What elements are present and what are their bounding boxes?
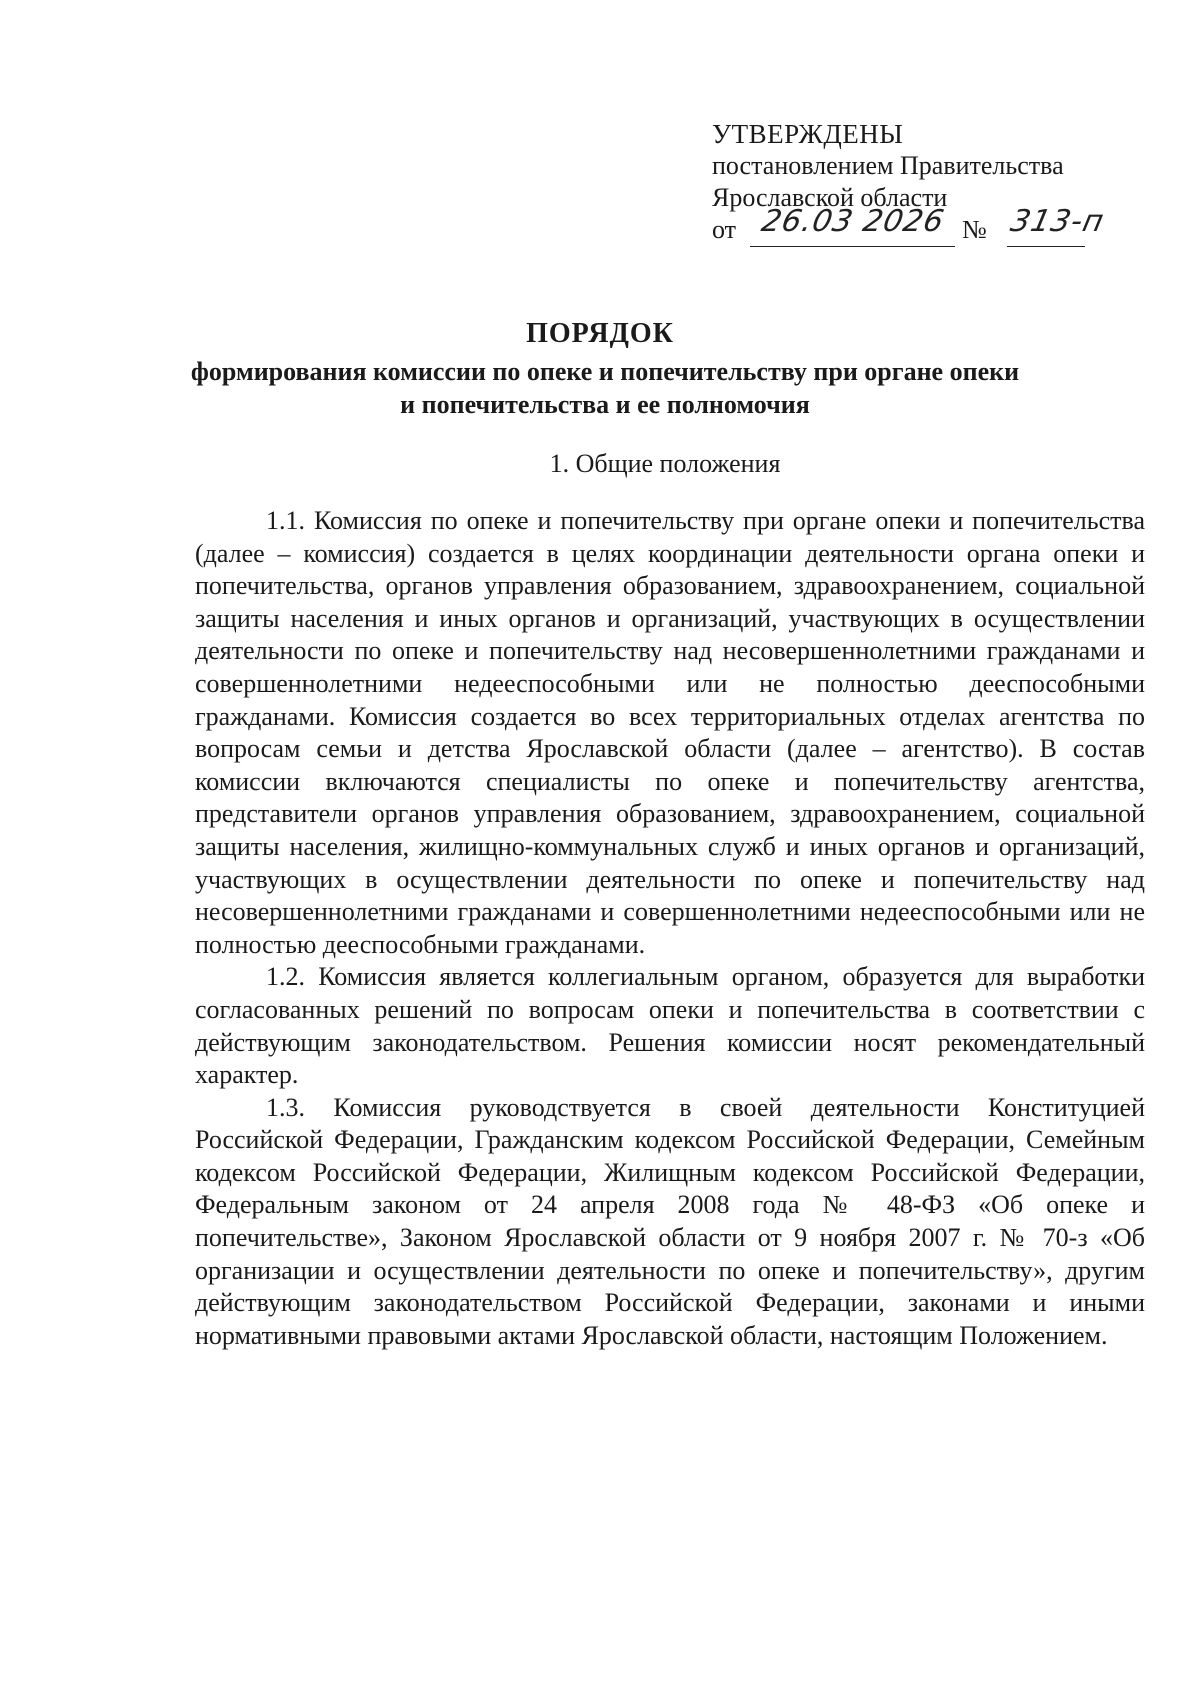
date-field: [750, 204, 955, 247]
number-sign: №: [962, 215, 987, 244]
section-heading: 1. Общие положения: [549, 449, 781, 478]
approval-date-number-line: [712, 204, 1132, 248]
paragraph-1-2: [195, 961, 1145, 1091]
handwritten-date: 26.03 2026: [758, 204, 948, 239]
document-body: [195, 505, 1145, 1352]
paragraph-number: 1.1.: [266, 506, 305, 535]
paragraph-text: Комиссия является коллегиальным органом, образуется для выработки согласованных решений по вопросам опеки и попечительства в соответствии с действующим законодательством. Решения комиссии носят рекомендательный характер.: [195, 962, 1145, 1090]
approval-title: УТВЕРЖДЕНЫ: [712, 119, 904, 149]
number-field: [1007, 204, 1108, 247]
paragraph-1-3: [195, 1092, 1145, 1353]
paragraph-1-1: [195, 505, 1145, 961]
document-subtitle: формирования комиссии по опеке и попечительству при органе опеки и попечительства и ее полномочия: [190, 357, 1020, 419]
approval-line-2: Ярославской области: [712, 183, 948, 212]
handwritten-number: 313-п: [1007, 204, 1108, 239]
paragraph-number: 1.2.: [266, 962, 305, 992]
paragraph-text: Комиссия руководствуется в своей деятельности Конституцией Российской Федерации, Гражданским кодексом Российской Федерации, Семейным кодексом Российской Федерации, Жилищным кодексом Российской Федерации, Федеральным законом от 24 апреля 2008 года № 48-ФЗ «Об опеке и попечительстве», Законом Ярославской области от 9 ноября 2007 г. № 70-з «Об организации и осуществлении деятельности по опеке и попечительству», другим действующим законодательством Российской Федерации, законами и иными нормативными правовыми актами Ярославской области, настоящим Положением.: [195, 1092, 1145, 1350]
approval-line-1: постановлением Правительства: [712, 151, 1064, 180]
document-title: ПОРЯДОК: [526, 318, 674, 349]
paragraph-number: 1.3.: [266, 1092, 305, 1122]
from-label: от: [712, 215, 737, 244]
paragraph-text: Комиссия по опеке и попечительству при органе опеки и попечительства (далее – комиссия) создается в целях координации деятельности органа опеки и попечительства, органов управления образованием, здравоохранением, социальной защиты населения и иных органов и организаций, участвующих в осуществлении деятельности по опеке и попечительству над несовершеннолетними гражданами и совершеннолетними недееспособными или не полностью дееспособными гражданами. Комиссия создается во всех территориальных отделах агентства по вопросам семьи и детства Ярославской области (далее – агентство). В состав комиссии включаются специалисты по опеке и попечительству агентства, представители органов управления образованием, здравоохранением, социальной защиты населения, жилищно-коммунальных служб и иных органов и организаций, участвующих в осуществлении деятельности по опеке и попечительству над несовершеннолетними гражданами и совершеннолетними недееспособными или не полностью дееспособными гражданами.: [195, 506, 1145, 959]
approval-stamp: [712, 118, 1132, 248]
